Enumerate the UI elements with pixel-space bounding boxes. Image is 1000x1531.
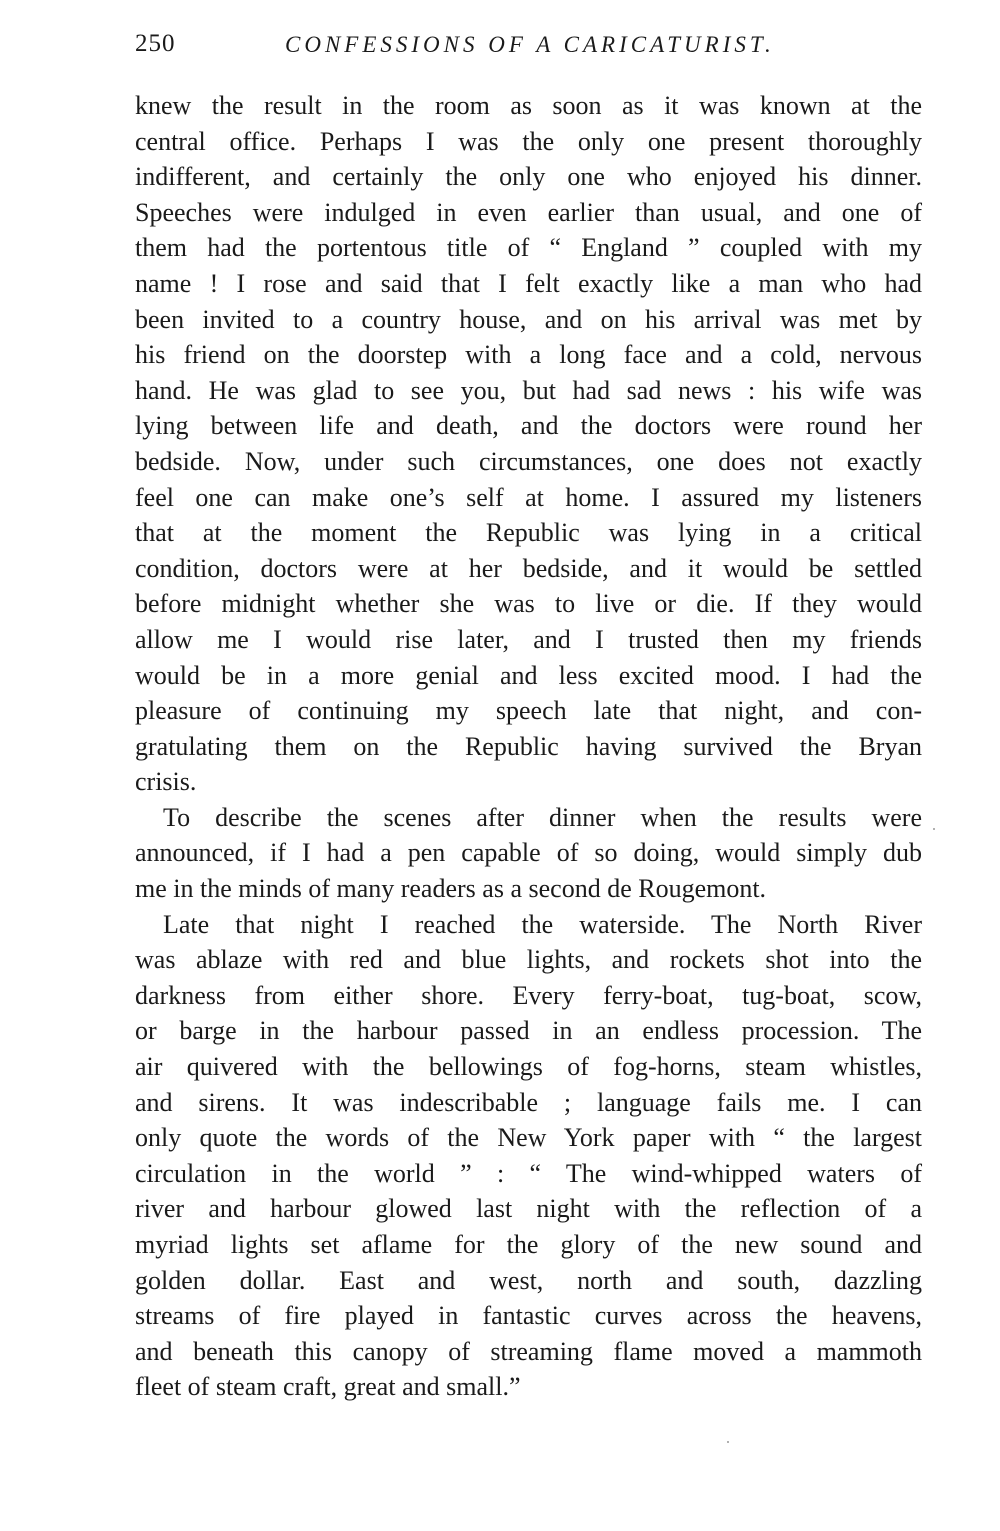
text-line: hand. He was glad to see you, but had sad news : his wife was: [135, 375, 922, 405]
text-line: that at the moment the Republic was lying in a critical: [135, 518, 922, 548]
text-line: circulation in the world ” : “ The wind-whipped waters of: [135, 1158, 922, 1188]
text-line: indifferent, and certainly the only one who enjoyed his dinner.: [135, 162, 922, 192]
text-line: river and harbour glowed last night with the reflection of a: [135, 1194, 922, 1224]
text-line: before midnight whether she was to live or die. If they would: [135, 589, 922, 619]
text-line: fleet of steam craft, great and small.”: [135, 1372, 521, 1402]
paragraph: [135, 907, 922, 1405]
text-line: bedside. Now, under such circumstances, one does not exactly: [135, 446, 922, 476]
text-line: golden dollar. East and west, north and south, dazzling: [135, 1265, 922, 1295]
text-line: crisis.: [135, 767, 197, 797]
print-speck: [727, 1441, 729, 1443]
text-line: Late that night I reached the waterside. The North River: [163, 909, 922, 939]
text-line: myriad lights set aflame for the glory of the new sound and: [135, 1230, 922, 1259]
running-title: CONFESSIONS OF A CARICATURIST.: [285, 32, 775, 57]
text-line: streams of fire played in fantastic curves across the heavens,: [135, 1301, 922, 1331]
text-line: air quivered with the bellowings of fog-horns, steam whistles,: [135, 1052, 922, 1082]
print-speck: [933, 828, 935, 830]
text-line: gratulating them on the Republic having survived the Bryan: [135, 731, 922, 761]
text-line: pleasure of continuing my speech late that night, and con-: [135, 696, 922, 726]
paragraph: [135, 800, 922, 907]
running-head: [135, 30, 925, 64]
text-line: darkness from either shore. Every ferry-boat, tug-boat, scow,: [135, 980, 922, 1010]
text-line: feel one can make one’s self at home. I assured my listeners: [135, 482, 922, 512]
text-line: Speeches were indulged in even earlier than usual, and one of: [135, 197, 922, 227]
text-line: To describe the scenes after dinner when the results were: [163, 802, 922, 832]
text-line: would be in a more genial and less excited mood. I had the: [135, 660, 922, 690]
text-line: only quote the words of the New York paper with “ the largest: [135, 1123, 922, 1153]
text-line: them had the portentous title of “ England ” coupled with my: [135, 233, 922, 263]
text-line: been invited to a country house, and on his arrival was met by: [135, 304, 922, 334]
page-number: 250: [135, 30, 176, 57]
text-line: condition, doctors were at her bedside, and it would be settled: [135, 553, 922, 583]
text-line: allow me I would rise later, and I trusted then my friends: [135, 624, 922, 654]
text-line: me in the minds of many readers as a second de Rougemont.: [135, 874, 767, 904]
text-line: knew the result in the room as soon as it was known at the: [135, 91, 922, 120]
text-line: announced, if I had a pen capable of so doing, would simply dub: [135, 838, 922, 868]
body-text: [135, 88, 922, 1405]
text-line: and beneath this canopy of streaming flame moved a mammoth: [135, 1336, 922, 1366]
text-line: central office. Perhaps I was the only one present thoroughly: [135, 126, 922, 156]
text-line: was ablaze with red and blue lights, and rockets shot into the: [135, 945, 922, 975]
text-line: name ! I rose and said that I felt exactly like a man who had: [135, 268, 922, 298]
text-line: his friend on the doorstep with a long face and a cold, nervous: [135, 340, 922, 370]
text-line: and sirens. It was indescribable ; language fails me. I can: [135, 1087, 922, 1117]
text-line: or barge in the harbour passed in an endless procession. The: [135, 1016, 922, 1046]
text-line: lying between life and death, and the doctors were round her: [135, 411, 922, 441]
paragraph: [135, 88, 922, 800]
